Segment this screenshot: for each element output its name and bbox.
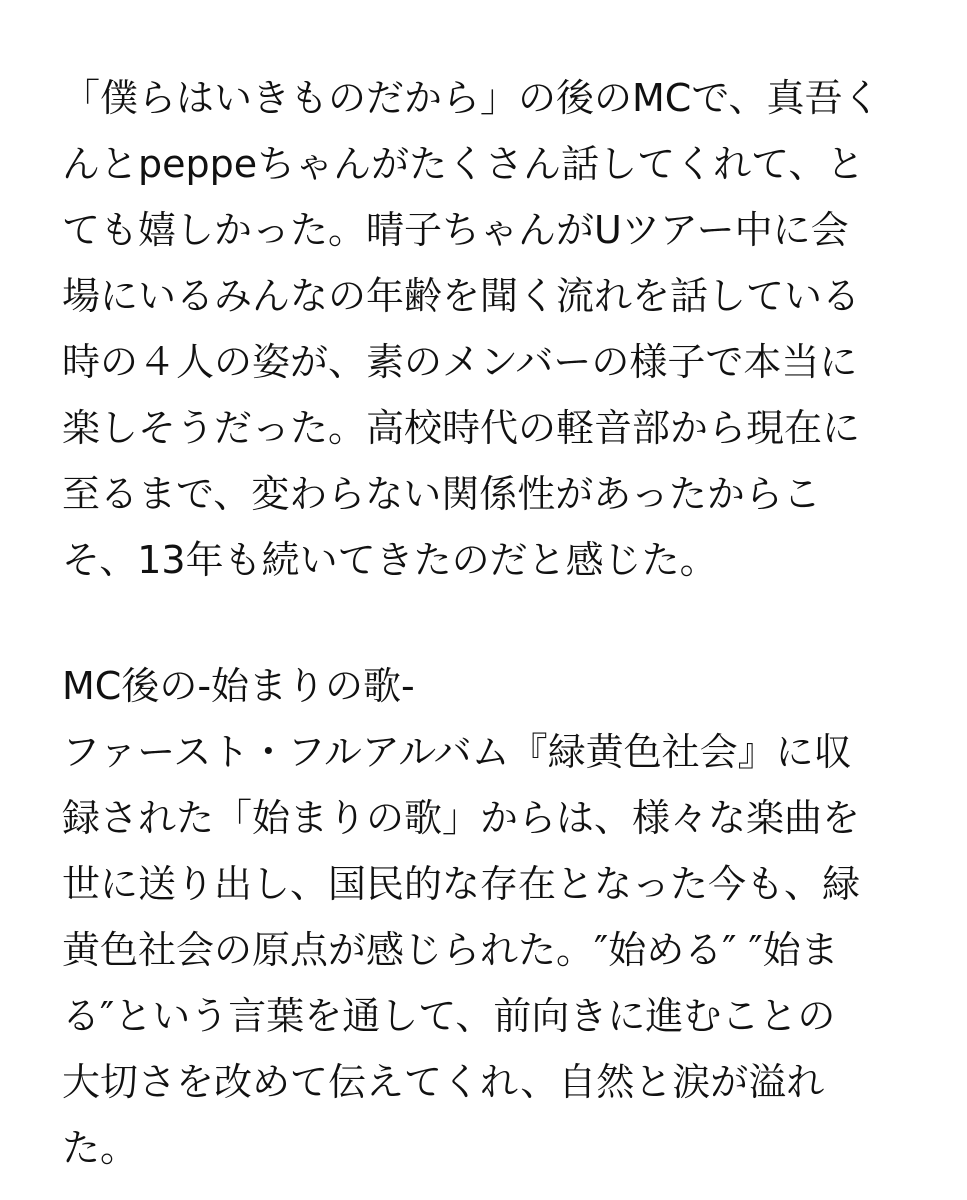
text-line: 世に送り出し、国民的な存在となった今も、緑 [62,862,861,906]
text-line: 大切さを改めて伝えてくれ、自然と涙が溢れ [62,1060,825,1104]
section-heading: MC後の-始まりの歌- [62,664,415,708]
text-line: 至るまで、変わらない関係性があったからこ [62,472,821,516]
text-line: んとpeppeちゃんがたくさん話してくれて、と [62,142,865,186]
text-line: 録された「始まりの歌」からは、様々な楽曲を [62,796,861,840]
text-line: 時の４人の姿が、素のメンバーの様子で本当に [62,340,858,384]
text-line: そ、13年も続いてきたのだと感じた。 [62,538,718,582]
text-line: た。 [62,1126,139,1170]
text-line: 「僕らはいきものだから」の後のMCで、真吾く [62,76,881,120]
text-line: 場にいるみんなの年齢を聞く流れを話している [62,274,861,318]
text-line: 楽しそうだった。高校時代の軽音部から現在に [62,406,861,450]
text-line: 黄色社会の原点が感じられた。″始める″ ″始ま [62,928,839,972]
text-line: る″という言葉を通して、前向きに進むことの [62,994,836,1038]
text-line: ファースト・フルアルバム『緑黄色社会』に収 [62,730,852,774]
text-line: ても嬉しかった。晴子ちゃんがUツアー中に会 [62,208,849,252]
